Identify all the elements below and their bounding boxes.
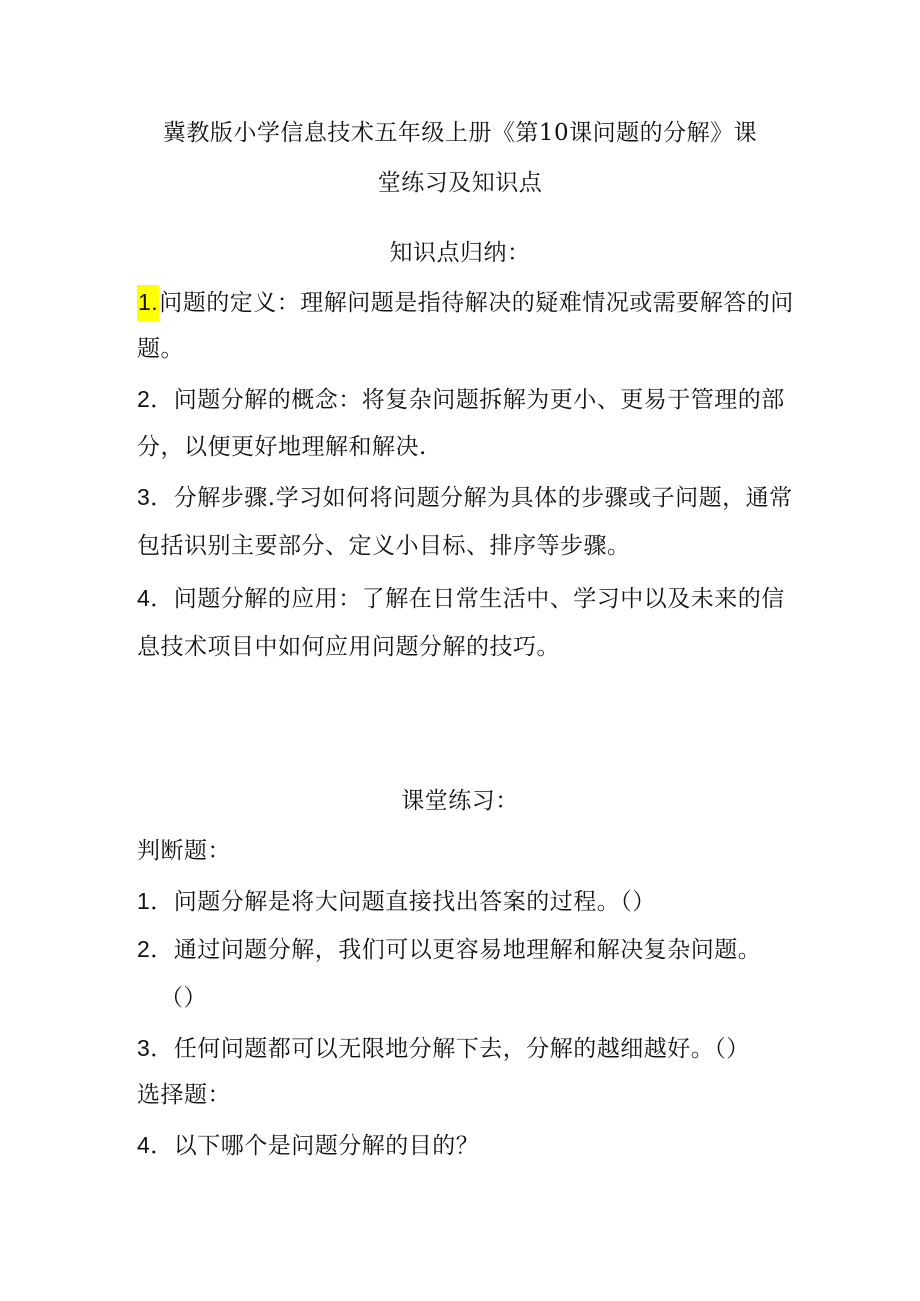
knowledge-item-4-text: 问题分解的应用：了解在日常生活中、学习中以及未来的信 bbox=[173, 586, 785, 612]
question-1-number: 1． bbox=[137, 888, 174, 914]
knowledge-item-4-continued: 息技术项目中如何应用问题分解的技巧。 bbox=[137, 634, 560, 660]
true-false-label: 判断题： bbox=[137, 838, 231, 864]
knowledge-item-1-continued: 题。 bbox=[137, 336, 184, 362]
knowledge-item-3-continued: 包括识别主要部分、定义小目标、排序等步骤。 bbox=[137, 533, 631, 559]
title-line-2: 堂练习及知识点 bbox=[377, 170, 543, 196]
knowledge-item-1-number: 1. bbox=[137, 285, 159, 321]
knowledge-heading: 知识点归纳： bbox=[389, 240, 531, 266]
question-1-text: 问题分解是将大问题直接找出答案的过程。（） bbox=[173, 889, 656, 915]
question-3-text: 任何问题都可以无限地分解下去，分解的越细越好。（） bbox=[173, 1036, 750, 1062]
question-3-number: 3． bbox=[137, 1035, 174, 1061]
true-false-question-3 bbox=[137, 1033, 750, 1064]
knowledge-item-2-number: 2． bbox=[137, 386, 174, 412]
knowledge-item-2-text: 问题分解的概念：将复杂问题拆解为更小、更易于管理的部 bbox=[173, 387, 785, 413]
question-2-number: 2． bbox=[137, 936, 174, 962]
question-2-text: 通过问题分解，我们可以更容易地理解和解决复杂问题。 bbox=[173, 937, 762, 963]
knowledge-item-3-text: 分解步骤.学习如何将问题分解为具体的步骤或子问题，通常 bbox=[173, 485, 793, 511]
title-line-1: 冀教版小学信息技术五年级上册《第10课问题的分解》课 bbox=[162, 120, 758, 146]
knowledge-item-1 bbox=[137, 287, 794, 318]
question-4-number: 4． bbox=[137, 1132, 174, 1158]
knowledge-item-2 bbox=[137, 384, 785, 415]
true-false-question-1 bbox=[137, 886, 656, 917]
question-4-text: 以下哪个是问题分解的目的？ bbox=[173, 1133, 480, 1159]
knowledge-item-3 bbox=[137, 482, 793, 513]
knowledge-item-2-continued: 分，以便更好地理解和解决. bbox=[137, 434, 427, 460]
choice-label: 选择题： bbox=[137, 1082, 231, 1108]
knowledge-item-3-number: 3． bbox=[137, 484, 174, 510]
true-false-question-2 bbox=[137, 934, 761, 965]
knowledge-item-4 bbox=[137, 583, 785, 614]
practice-heading: 课堂练习： bbox=[401, 788, 519, 814]
knowledge-item-4-number: 4． bbox=[137, 585, 174, 611]
choice-question-4 bbox=[137, 1130, 479, 1161]
question-2-answer-blank: （） bbox=[160, 985, 207, 1011]
knowledge-item-1-text: 问题的定义：理解问题是指待解决的疑难情况或需要解答的问 bbox=[159, 290, 794, 316]
